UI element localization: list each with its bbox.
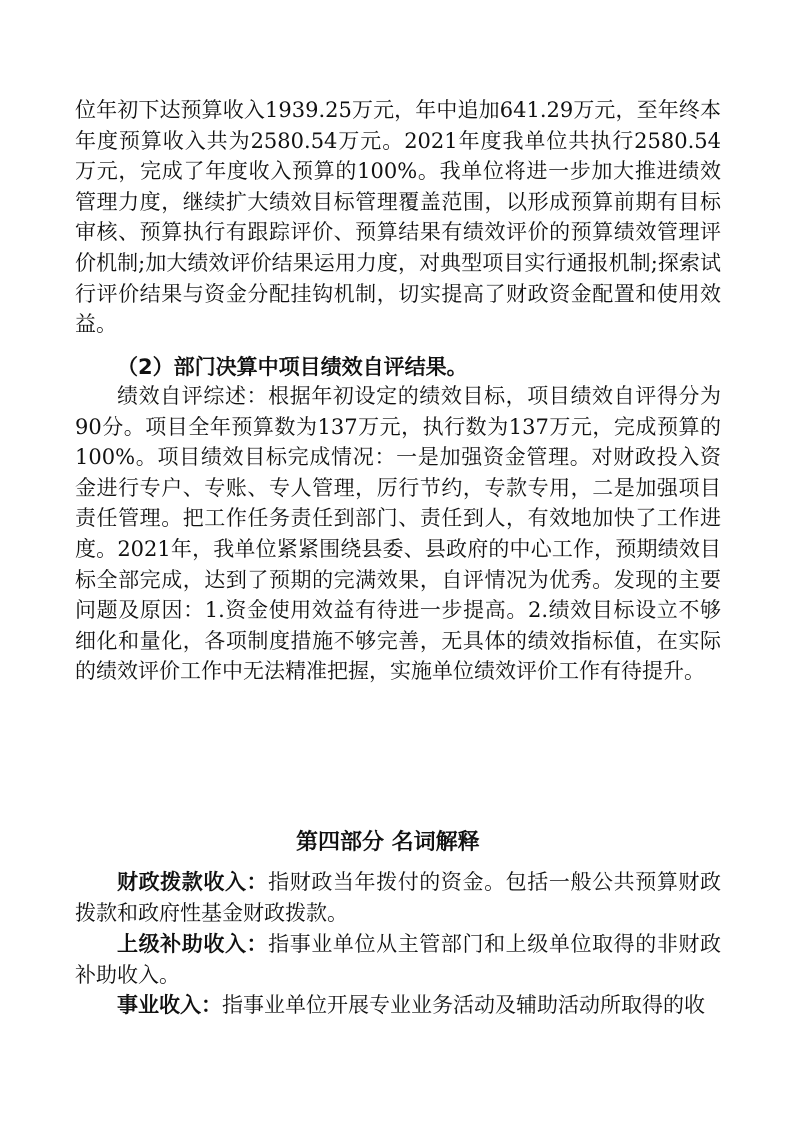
definition-term: 财政拨款收入： xyxy=(117,870,269,894)
self-evaluation-paragraph: 绩效自评综述：根据年初设定的绩效目标，项目绩效自评得分为90分。项目全年预算数为137万元，执行数为137万元，完成预算的100%。项目绩效目标完成情况：一是加强资金管理。对财政投入资金进行专户、专账、专人管理，厉行节约，专款专用，二是加强项目责任管理。把工作任务责任到部门、责任到人，有效地加快了工作进度。2021年，我单位紧紧围绕县委、县政府的中心工作，预期绩效目标全部完成，达到了预期的完满效果，自评情况为优秀。发现的主要问题及原因：1.资金使用效益有待进一步提高。2.绩效目标设立不够细化和量化，各项制度措施不够完善，无具体的绩效指标值，在实际的绩效评价工作中无法精准把握，实施单位绩效评价工作有待提升。 xyxy=(75,384,721,684)
continuation-paragraph: 位年初下达预算收入1939.25万元，年中追加641.29万元，至年终本年度预算收入共为2580.54万元。2021年度我单位共执行2580.54万元，完成了年度收入预算的100%。我单位将进一步加大推进绩效管理力度，继续扩大绩效目标管理覆盖范围，以形成预算前期有目标审核、预算执行有跟踪评价、预算结果有绩效评价的预算绩效管理评价机制;加大绩效评价结果运用力度，对典型项目实行通报机制;探索试行评价结果与资金分配挂钩机制，切实提高了财政资金配置和使用效益。 xyxy=(75,98,721,337)
definition-term: 事业收入： xyxy=(117,993,222,1017)
part-heading: 第四部分 名词解释 xyxy=(296,830,480,855)
definition-term: 上级补助收入： xyxy=(117,932,269,956)
definition-item xyxy=(75,867,721,928)
definition-text: 指财政当年拨付的资金。包括一般公共预算财政拨款和政府性基金财政拨款。 xyxy=(75,870,722,925)
section-heading: （2）部门决算中项目绩效自评结果。 xyxy=(117,355,468,379)
definition-item xyxy=(75,990,721,1021)
definition-text: 指事业单位开展专业业务活动及辅助活动所取得的收 xyxy=(222,993,705,1017)
definition-item xyxy=(75,929,721,990)
definition-text: 指事业单位从主管部门和上级单位取得的非财政补助收入。 xyxy=(75,932,722,987)
